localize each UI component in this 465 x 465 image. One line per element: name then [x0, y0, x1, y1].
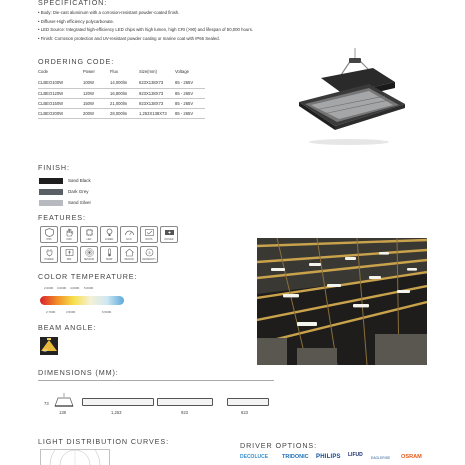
color-temperature-bar [40, 296, 124, 305]
gauge-icon: ECO [120, 226, 138, 243]
dimension-bar-623 [227, 398, 269, 406]
house-icon: INDOOR [120, 246, 138, 263]
dimension-side-view [53, 393, 75, 409]
temperature-icon: TEMP [100, 246, 118, 263]
finish-label: Sand Black [68, 178, 91, 183]
ct-label: 2,000K [44, 286, 54, 290]
table-cell: 120W [83, 88, 110, 98]
table-cell: CLBEO200W [38, 108, 83, 118]
driver-options-heading: DRIVER OPTIONS: [240, 441, 317, 450]
features-row-2 [40, 246, 158, 263]
ordering-table [38, 68, 205, 119]
brand-logo-lifud: LIFUD [348, 452, 363, 458]
sensor-icon: SENSOR [80, 246, 98, 263]
brand-logo-osram: OSRAM [401, 454, 422, 460]
table-cell: 100W [83, 78, 110, 88]
column-header: Code [38, 68, 49, 74]
table-row [38, 108, 205, 118]
ordering-heading: ORDERING CODE: [38, 57, 115, 66]
column-header: Size(mm) [139, 68, 157, 74]
hand-icon: IK08 [60, 226, 78, 243]
installation-photo [257, 238, 427, 365]
brand-logo-decoluce: DECOLUCE [240, 454, 269, 460]
table-cell: 85 - 265V [175, 98, 205, 108]
dimension-height: 73 [44, 401, 49, 406]
svg-text:5: 5 [148, 251, 150, 256]
warranty-icon: 5 WARRANTY [140, 246, 158, 263]
finish-heading: FINISH: [38, 163, 70, 172]
dimension-width: 138 [59, 410, 66, 415]
finish-option [39, 197, 91, 208]
column-header: Power [83, 68, 95, 74]
shield-icon: IP66 [40, 226, 58, 243]
table-cell: 16,800lm [110, 88, 139, 98]
dimension-bar-923 [157, 398, 213, 406]
plug-icon: POWER [40, 246, 58, 263]
beam-angle-icon [40, 337, 58, 355]
dimensions-heading: DIMENSIONS (MM): [38, 368, 119, 377]
spec-line: • Finish: Corrosion protection and UV-resistant powder coating or marine coat with IP66 Sealed. [38, 35, 220, 41]
cert-icon: ROHS [140, 226, 158, 243]
table-cell: 200W [83, 108, 110, 118]
table-header-row [38, 68, 205, 78]
finish-label: Dark Grey [68, 189, 89, 194]
finish-swatch-black [39, 178, 63, 184]
finish-swatch-silver [39, 200, 63, 206]
ct-label: 6,500K [102, 310, 112, 314]
spec-line: • Body: Die-cast aluminum with a corrosion-resistant powder-coated finish. [38, 10, 180, 15]
table-cell: 150W [83, 98, 110, 108]
column-header: Voltage [175, 68, 189, 74]
beam-angle-heading: BEAM ANGLE: [38, 323, 97, 332]
light-distribution-heading: LIGHT DISTRIBUTION CURVES: [38, 437, 169, 446]
table-cell: 1,253X138X73 [139, 108, 175, 118]
features-row-1 [40, 226, 178, 243]
table-row [38, 88, 205, 98]
beam-angle-value: 90° [43, 349, 48, 353]
table-row [38, 78, 205, 88]
column-header: Flux [110, 68, 118, 74]
specification-heading: SPECIFICATION: [38, 0, 108, 7]
brand-logo-philips: PHILIPS [316, 454, 341, 460]
table-cell: CLBEO150W [38, 98, 83, 108]
ct-label: 3,500K [66, 310, 76, 314]
features-heading: FEATURES: [38, 213, 86, 222]
spec-line: • LED Source: Integrated high-efficiency LED chips with high lumen, high CRI (>90) and lifespan of 50,000 hours. [38, 27, 254, 33]
table-cell: CLBEO120W [38, 88, 83, 98]
dimension-length: 623 [241, 410, 248, 415]
table-cell: 923X138X73 [139, 88, 175, 98]
specification-list [38, 9, 253, 43]
finish-label: Sand Silver [68, 200, 92, 205]
ct-label: 3,000K [57, 286, 67, 290]
finish-option [39, 175, 91, 186]
table-cell: 14,000lm [110, 78, 139, 88]
spec-line: • Diffuser-High efficiency polycarbonate. [38, 18, 115, 24]
ct-label: 5,000K [84, 286, 94, 290]
ct-label: 4,000K [70, 286, 80, 290]
brand-logo-tridonic: TRIDONIC [282, 454, 309, 460]
product-image [285, 48, 425, 148]
ct-label: 2,700K [46, 310, 56, 314]
bolt-icon: DRIVER [160, 226, 178, 243]
table-cell: 28,000lm [110, 108, 139, 118]
lightbulb-icon: LUMEN [100, 226, 118, 243]
dimmer-icon: DIM [60, 246, 78, 263]
light-distribution-chart [40, 449, 110, 465]
table-cell: CLBEO100W [38, 78, 83, 88]
color-temperature-heading: COLOR TEMPERATURE: [38, 272, 138, 281]
dimension-length: 1,253 [111, 410, 122, 415]
finish-option [39, 186, 91, 197]
table-cell: 623X138X73 [139, 78, 175, 88]
table-cell: 85 - 265V [175, 108, 205, 118]
table-row [38, 98, 205, 108]
finish-swatch-dark-grey [39, 189, 63, 195]
dimension-length: 923 [181, 410, 188, 415]
table-cell: 21,000lm [110, 98, 139, 108]
table-cell: 85 - 265V [175, 78, 205, 88]
finish-list [39, 175, 91, 208]
table-cell: 923X138X73 [139, 98, 175, 108]
table-cell: 85 - 265V [175, 88, 205, 98]
dimension-bar-1253 [82, 398, 154, 406]
brand-logo-eaglerise: EAGLERISE [371, 456, 391, 460]
dimensions-divider [38, 380, 274, 381]
chip-icon: LED [80, 226, 98, 243]
